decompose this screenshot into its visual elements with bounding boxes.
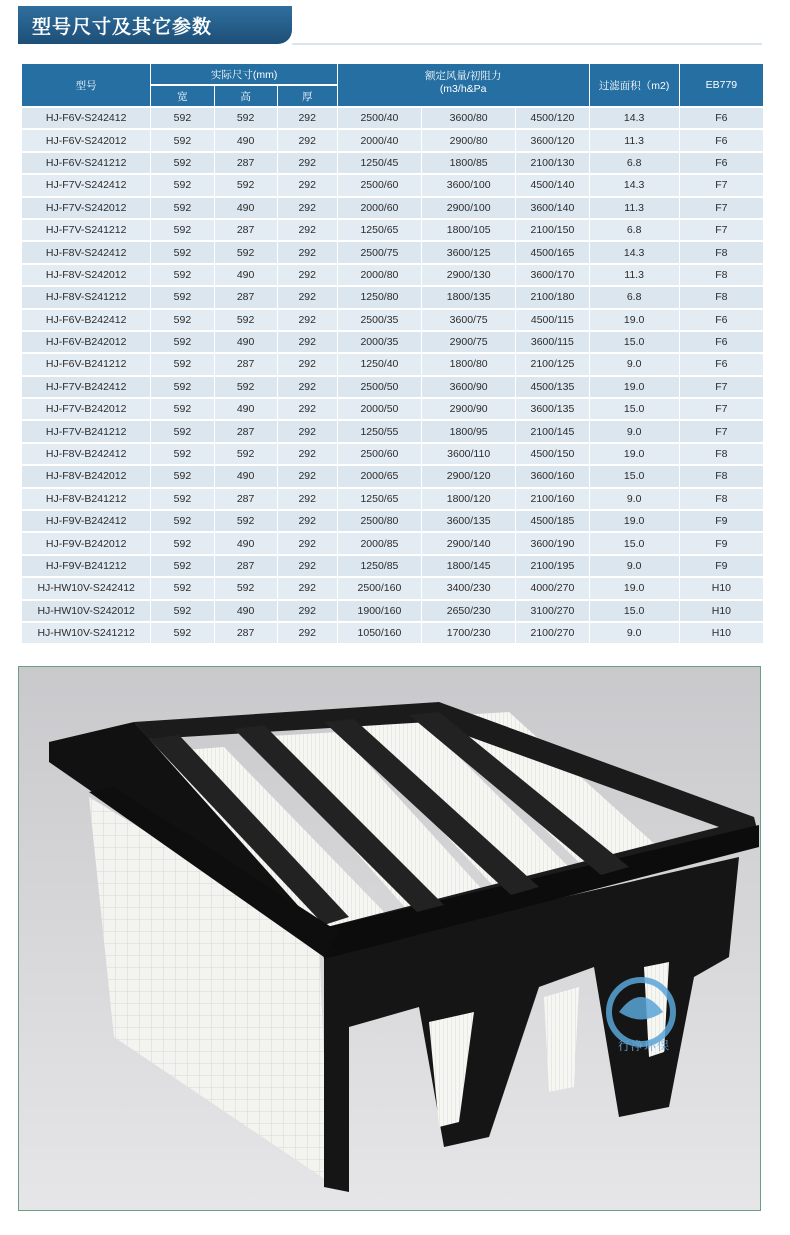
cell-height: 592	[215, 242, 277, 262]
cell-width: 592	[151, 377, 213, 397]
cell-airflow-3: 4500/185	[516, 511, 588, 531]
cell-grade: F6	[680, 310, 763, 330]
table-row	[22, 175, 763, 195]
table-row	[22, 489, 763, 509]
cell-width: 592	[151, 511, 213, 531]
cell-filter-area: 14.3	[590, 108, 679, 128]
cell-model: HJ-F7V-B242012	[22, 399, 150, 419]
cell-model: HJ-F6V-S241212	[22, 153, 150, 173]
cell-airflow-3: 3600/160	[516, 466, 588, 486]
cell-airflow-2: 1800/80	[422, 354, 515, 374]
cell-height: 592	[215, 175, 277, 195]
cell-height: 490	[215, 265, 277, 285]
cell-width: 592	[151, 153, 213, 173]
cell-airflow-3: 4500/115	[516, 310, 588, 330]
cell-airflow-2: 2650/230	[422, 601, 515, 621]
cell-grade: F7	[680, 220, 763, 240]
cell-filter-area: 6.8	[590, 220, 679, 240]
cell-width: 592	[151, 533, 213, 553]
cell-thickness: 292	[278, 489, 337, 509]
cell-grade: F7	[680, 399, 763, 419]
cell-width: 592	[151, 287, 213, 307]
cell-width: 592	[151, 354, 213, 374]
cell-airflow-2: 1800/105	[422, 220, 515, 240]
cell-airflow-3: 2100/195	[516, 556, 588, 576]
cell-airflow-1: 1050/160	[338, 623, 421, 643]
cell-width: 592	[151, 466, 213, 486]
cell-airflow-2: 1800/85	[422, 153, 515, 173]
cell-airflow-3: 3600/120	[516, 130, 588, 150]
watermark-text: 行净环保	[618, 1039, 671, 1053]
cell-filter-area: 9.0	[590, 623, 679, 643]
cell-airflow-2: 2900/100	[422, 198, 515, 218]
cell-filter-area: 15.0	[590, 332, 679, 352]
cell-height: 490	[215, 130, 277, 150]
cell-grade: H10	[680, 601, 763, 621]
cell-airflow-2: 3600/125	[422, 242, 515, 262]
cell-height: 592	[215, 310, 277, 330]
cell-airflow-2: 3600/90	[422, 377, 515, 397]
header-actual-size: 实际尺寸(mm)	[151, 64, 336, 84]
cell-grade: F7	[680, 198, 763, 218]
cell-width: 592	[151, 421, 213, 441]
cell-airflow-1: 2000/65	[338, 466, 421, 486]
table-row	[22, 153, 763, 173]
cell-airflow-3: 4500/120	[516, 108, 588, 128]
cell-airflow-1: 2500/160	[338, 578, 421, 598]
cell-airflow-1: 2000/60	[338, 198, 421, 218]
cell-airflow-1: 2500/75	[338, 242, 421, 262]
cell-airflow-1: 1900/160	[338, 601, 421, 621]
cell-airflow-1: 1250/45	[338, 153, 421, 173]
cell-model: HJ-F6V-B242012	[22, 332, 150, 352]
cell-airflow-3: 2100/180	[516, 287, 588, 307]
cell-grade: F7	[680, 377, 763, 397]
cell-airflow-3: 3100/270	[516, 601, 588, 621]
cell-airflow-1: 2000/50	[338, 399, 421, 419]
cell-thickness: 292	[278, 175, 337, 195]
cell-airflow-3: 3600/170	[516, 265, 588, 285]
cell-airflow-2: 2900/80	[422, 130, 515, 150]
cell-airflow-2: 2900/90	[422, 399, 515, 419]
cell-filter-area: 19.0	[590, 310, 679, 330]
header-width: 宽	[151, 86, 213, 106]
cell-grade: F8	[680, 242, 763, 262]
section-title-text: 型号尺寸及其它参数	[32, 15, 213, 38]
title-divider	[292, 43, 762, 45]
cell-airflow-1: 2500/35	[338, 310, 421, 330]
cell-airflow-2: 3600/80	[422, 108, 515, 128]
table-row	[22, 623, 763, 643]
cell-height: 490	[215, 198, 277, 218]
cell-airflow-3: 2100/130	[516, 153, 588, 173]
cell-height: 592	[215, 377, 277, 397]
cell-model: HJ-HW10V-S242012	[22, 601, 150, 621]
cell-height: 490	[215, 332, 277, 352]
cell-filter-area: 14.3	[590, 175, 679, 195]
cell-airflow-3: 2100/125	[516, 354, 588, 374]
cell-height: 592	[215, 511, 277, 531]
cell-model: HJ-F8V-S241212	[22, 287, 150, 307]
cell-airflow-2: 1700/230	[422, 623, 515, 643]
cell-airflow-3: 2100/145	[516, 421, 588, 441]
cell-grade: F9	[680, 556, 763, 576]
cell-airflow-1: 1250/65	[338, 489, 421, 509]
cell-model: HJ-F8V-B242012	[22, 466, 150, 486]
header-grade: EB779	[680, 64, 763, 106]
table-row	[22, 287, 763, 307]
cell-model: HJ-F7V-S241212	[22, 220, 150, 240]
cell-model: HJ-F8V-B241212	[22, 489, 150, 509]
cell-airflow-1: 2000/80	[338, 265, 421, 285]
cell-filter-area: 15.0	[590, 399, 679, 419]
table-row	[22, 220, 763, 240]
table-row	[22, 511, 763, 531]
cell-model: HJ-F8V-S242412	[22, 242, 150, 262]
cell-thickness: 292	[278, 153, 337, 173]
table-row	[22, 444, 763, 464]
cell-thickness: 292	[278, 265, 337, 285]
cell-airflow-2: 2900/140	[422, 533, 515, 553]
cell-width: 592	[151, 489, 213, 509]
cell-airflow-1: 2000/40	[338, 130, 421, 150]
cell-airflow-1: 1250/55	[338, 421, 421, 441]
cell-model: HJ-F6V-B242412	[22, 310, 150, 330]
cell-width: 592	[151, 242, 213, 262]
header-airflow-line2: (m3/h&Pa	[439, 82, 487, 95]
cell-airflow-3: 2100/270	[516, 623, 588, 643]
cell-airflow-1: 2500/40	[338, 108, 421, 128]
cell-airflow-3: 4500/140	[516, 175, 588, 195]
cell-width: 592	[151, 310, 213, 330]
cell-thickness: 292	[278, 533, 337, 553]
cell-filter-area: 14.3	[590, 242, 679, 262]
cell-thickness: 292	[278, 130, 337, 150]
cell-airflow-2: 2900/75	[422, 332, 515, 352]
cell-model: HJ-F7V-B241212	[22, 421, 150, 441]
cell-filter-area: 11.3	[590, 265, 679, 285]
cell-thickness: 292	[278, 511, 337, 531]
cell-airflow-1: 1250/85	[338, 556, 421, 576]
cell-filter-area: 6.8	[590, 153, 679, 173]
cell-airflow-1: 2500/50	[338, 377, 421, 397]
cell-grade: F9	[680, 511, 763, 531]
cell-model: HJ-F9V-B242012	[22, 533, 150, 553]
table-row	[22, 242, 763, 262]
cell-airflow-1: 2000/35	[338, 332, 421, 352]
v-bank-filter-image	[19, 667, 760, 1210]
cell-airflow-2: 3600/135	[422, 511, 515, 531]
cell-width: 592	[151, 108, 213, 128]
cell-height: 592	[215, 444, 277, 464]
cell-thickness: 292	[278, 287, 337, 307]
table-row	[22, 601, 763, 621]
table-row	[22, 130, 763, 150]
cell-grade: F6	[680, 153, 763, 173]
cell-airflow-2: 1800/120	[422, 489, 515, 509]
cell-thickness: 292	[278, 377, 337, 397]
cell-airflow-1: 1250/40	[338, 354, 421, 374]
cell-width: 592	[151, 601, 213, 621]
cell-thickness: 292	[278, 466, 337, 486]
header-thickness: 厚	[278, 86, 337, 106]
cell-grade: F7	[680, 175, 763, 195]
cell-model: HJ-F6V-S242012	[22, 130, 150, 150]
cell-airflow-1: 2500/60	[338, 444, 421, 464]
cell-thickness: 292	[278, 399, 337, 419]
cell-width: 592	[151, 175, 213, 195]
cell-airflow-2: 2900/130	[422, 265, 515, 285]
header-model: 型号	[22, 64, 150, 106]
cell-airflow-3: 4500/150	[516, 444, 588, 464]
cell-airflow-2: 1800/145	[422, 556, 515, 576]
table-row	[22, 198, 763, 218]
cell-thickness: 292	[278, 601, 337, 621]
cell-filter-area: 19.0	[590, 444, 679, 464]
table-row	[22, 399, 763, 419]
cell-model: HJ-F7V-B242412	[22, 377, 150, 397]
cell-filter-area: 19.0	[590, 377, 679, 397]
cell-model: HJ-F9V-B241212	[22, 556, 150, 576]
cell-thickness: 292	[278, 354, 337, 374]
cell-thickness: 292	[278, 444, 337, 464]
cell-width: 592	[151, 332, 213, 352]
cell-height: 287	[215, 354, 277, 374]
cell-airflow-1: 1250/80	[338, 287, 421, 307]
cell-model: HJ-F6V-S242412	[22, 108, 150, 128]
cell-width: 592	[151, 444, 213, 464]
cell-airflow-2: 3600/100	[422, 175, 515, 195]
table-row	[22, 265, 763, 285]
cell-grade: F6	[680, 332, 763, 352]
cell-grade: F9	[680, 533, 763, 553]
cell-filter-area: 19.0	[590, 511, 679, 531]
cell-width: 592	[151, 556, 213, 576]
cell-filter-area: 11.3	[590, 198, 679, 218]
cell-width: 592	[151, 265, 213, 285]
cell-model: HJ-F7V-S242012	[22, 198, 150, 218]
cell-height: 287	[215, 153, 277, 173]
cell-grade: H10	[680, 578, 763, 598]
cell-filter-area: 6.8	[590, 287, 679, 307]
cell-grade: F8	[680, 444, 763, 464]
header-filter-area: 过滤面积（m2)	[590, 64, 679, 106]
cell-airflow-2: 2900/120	[422, 466, 515, 486]
cell-filter-area: 19.0	[590, 578, 679, 598]
cell-height: 287	[215, 623, 277, 643]
cell-grade: F8	[680, 265, 763, 285]
header-height: 高	[215, 86, 277, 106]
table-row	[22, 556, 763, 576]
cell-height: 592	[215, 578, 277, 598]
cell-height: 287	[215, 287, 277, 307]
cell-width: 592	[151, 399, 213, 419]
cell-airflow-3: 2100/150	[516, 220, 588, 240]
cell-height: 287	[215, 220, 277, 240]
table-row	[22, 332, 763, 352]
cell-airflow-2: 1800/95	[422, 421, 515, 441]
cell-thickness: 292	[278, 332, 337, 352]
cell-height: 490	[215, 601, 277, 621]
cell-model: HJ-HW10V-S241212	[22, 623, 150, 643]
cell-grade: F6	[680, 108, 763, 128]
cell-width: 592	[151, 578, 213, 598]
cell-filter-area: 9.0	[590, 421, 679, 441]
cell-model: HJ-F6V-B241212	[22, 354, 150, 374]
cell-filter-area: 15.0	[590, 466, 679, 486]
cell-height: 287	[215, 489, 277, 509]
cell-height: 490	[215, 466, 277, 486]
cell-model: HJ-F8V-S242012	[22, 265, 150, 285]
cell-model: HJ-F9V-B242412	[22, 511, 150, 531]
cell-filter-area: 15.0	[590, 533, 679, 553]
table-row	[22, 578, 763, 598]
cell-thickness: 292	[278, 421, 337, 441]
cell-height: 490	[215, 533, 277, 553]
cell-airflow-3: 3600/140	[516, 198, 588, 218]
cell-airflow-3: 3600/190	[516, 533, 588, 553]
cell-thickness: 292	[278, 108, 337, 128]
spec-table-body	[22, 108, 763, 643]
cell-thickness: 292	[278, 242, 337, 262]
cell-airflow-3: 3600/115	[516, 332, 588, 352]
cell-width: 592	[151, 198, 213, 218]
cell-width: 592	[151, 130, 213, 150]
cell-airflow-1: 2500/80	[338, 511, 421, 531]
cell-height: 287	[215, 556, 277, 576]
cell-thickness: 292	[278, 220, 337, 240]
cell-airflow-3: 3600/135	[516, 399, 588, 419]
cell-filter-area: 9.0	[590, 556, 679, 576]
cell-airflow-3: 2100/160	[516, 489, 588, 509]
table-row	[22, 533, 763, 553]
cell-airflow-2: 1800/135	[422, 287, 515, 307]
table-row	[22, 354, 763, 374]
cell-model: HJ-HW10V-S242412	[22, 578, 150, 598]
cell-airflow-3: 4500/135	[516, 377, 588, 397]
cell-thickness: 292	[278, 556, 337, 576]
header-airflow-line1: 额定风量/初阻力	[424, 69, 502, 82]
table-row	[22, 310, 763, 330]
cell-width: 592	[151, 220, 213, 240]
header-airflow	[338, 64, 589, 106]
table-row	[22, 108, 763, 128]
spec-table	[21, 62, 764, 645]
cell-grade: F8	[680, 489, 763, 509]
cell-grade: F6	[680, 354, 763, 374]
cell-airflow-1: 2500/60	[338, 175, 421, 195]
table-row	[22, 377, 763, 397]
table-row	[22, 466, 763, 486]
cell-airflow-3: 4000/270	[516, 578, 588, 598]
table-row	[22, 421, 763, 441]
cell-airflow-3: 4500/165	[516, 242, 588, 262]
cell-height: 592	[215, 108, 277, 128]
cell-grade: F8	[680, 466, 763, 486]
section-title	[18, 6, 292, 44]
cell-grade: F8	[680, 287, 763, 307]
cell-thickness: 292	[278, 623, 337, 643]
cell-thickness: 292	[278, 310, 337, 330]
cell-model: HJ-F8V-B242412	[22, 444, 150, 464]
cell-filter-area: 11.3	[590, 130, 679, 150]
cell-thickness: 292	[278, 578, 337, 598]
cell-grade: F6	[680, 130, 763, 150]
cell-filter-area: 15.0	[590, 601, 679, 621]
cell-model: HJ-F7V-S242412	[22, 175, 150, 195]
cell-grade: F7	[680, 421, 763, 441]
cell-width: 592	[151, 623, 213, 643]
cell-airflow-2: 3600/110	[422, 444, 515, 464]
cell-airflow-1: 2000/85	[338, 533, 421, 553]
cell-airflow-2: 3400/230	[422, 578, 515, 598]
cell-thickness: 292	[278, 198, 337, 218]
cell-airflow-1: 1250/65	[338, 220, 421, 240]
cell-airflow-2: 3600/75	[422, 310, 515, 330]
header-row-1	[22, 64, 763, 84]
cell-height: 287	[215, 421, 277, 441]
product-photo	[18, 666, 761, 1211]
cell-grade: H10	[680, 623, 763, 643]
cell-height: 490	[215, 399, 277, 419]
cell-filter-area: 9.0	[590, 489, 679, 509]
cell-filter-area: 9.0	[590, 354, 679, 374]
